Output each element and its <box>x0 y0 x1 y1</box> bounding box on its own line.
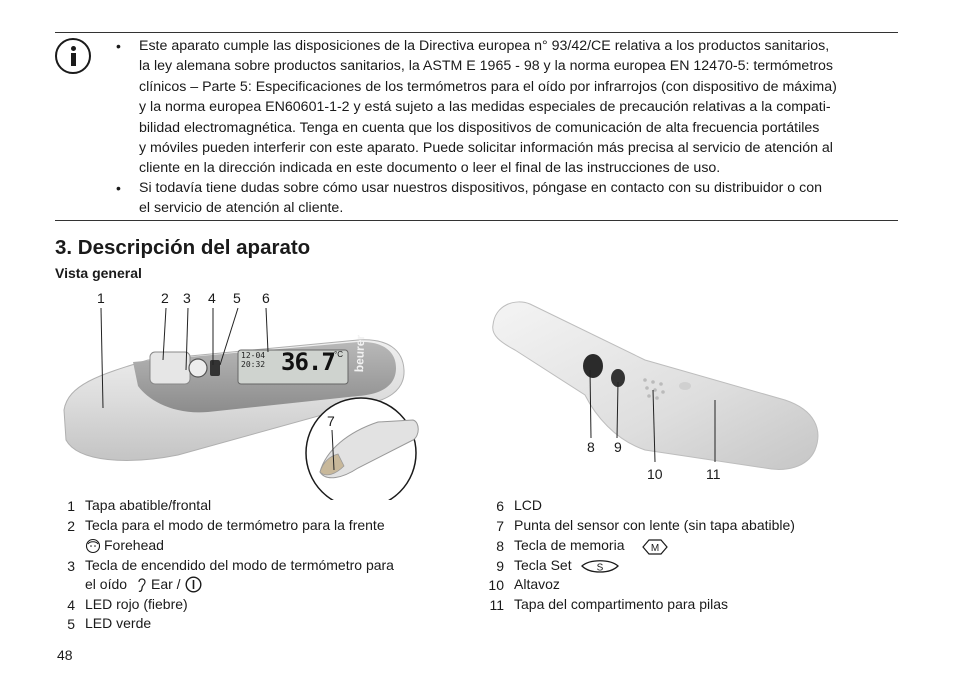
legend-num-2: 2 <box>67 518 75 534</box>
callout-3: 3 <box>183 290 191 306</box>
legend-num-9: 9 <box>496 558 504 574</box>
section-subtitle: Vista general <box>55 265 142 281</box>
section-title: 3. Descripción del aparato <box>55 236 311 259</box>
svg-text:M: M <box>650 543 660 554</box>
callout-9: 9 <box>614 439 622 455</box>
page-number: 48 <box>57 647 73 663</box>
legend-text-11: Tapa del compartimento para pilas <box>514 596 729 612</box>
legend-num-7: 7 <box>496 518 504 534</box>
legend-text-4: LED rojo (fiebre) <box>85 596 188 612</box>
top-rule <box>55 32 898 33</box>
legend-text-8: Tecla de memoria <box>514 537 625 553</box>
memory-key-icon <box>641 538 669 556</box>
legend-text-10: Altavoz <box>514 576 560 592</box>
svg-text:S: S <box>596 562 604 574</box>
notice-paragraph-2: Si todavía tiene dudas sobre cómo usar nuestros dispositivos, póngase en contacto con su distribuidor o con el servicio de atención al cliente. <box>139 180 822 217</box>
ear-icon <box>136 576 148 594</box>
power-icon <box>185 576 202 593</box>
bottom-rule <box>55 220 898 221</box>
legend-text-5: LED verde <box>85 615 152 631</box>
legend-text-3c: Ear / <box>151 576 181 592</box>
legend-num-1: 1 <box>67 498 75 514</box>
forehead-icon <box>85 538 101 554</box>
legend-num-3: 3 <box>67 558 75 574</box>
bullet-marker: • <box>116 38 121 54</box>
legend-text-9: Tecla Set <box>514 557 572 573</box>
legend-num-11: 11 <box>489 597 504 613</box>
lcd-time: 20:32 <box>241 360 266 369</box>
legend-num-10: 10 <box>488 577 504 593</box>
lcd-date: 12-04 <box>241 351 266 360</box>
callout-7: 7 <box>327 413 335 429</box>
bullet-marker: • <box>116 180 121 196</box>
legend-num-4: 4 <box>67 597 75 613</box>
lcd-unit: °C <box>334 350 343 359</box>
legend-text-2: Tecla para el modo de termómetro para la frente <box>85 517 385 533</box>
info-icon <box>55 38 91 74</box>
callout-1: 1 <box>97 290 105 306</box>
brand-logo: beurer <box>352 334 368 373</box>
callout-11: 11 <box>706 466 721 482</box>
legend-text-3b: el oído <box>85 576 128 592</box>
legend-text-2b: Forehead <box>104 537 164 553</box>
legend-text-1: Tapa abatible/frontal <box>85 497 212 513</box>
legend-num-8: 8 <box>496 538 504 554</box>
callout-8: 8 <box>587 439 595 455</box>
legend-num-5: 5 <box>67 616 75 632</box>
legend-text-6: LCD <box>514 497 543 513</box>
thermometer-top-view-illustration <box>58 290 444 500</box>
legend-text-3: Tecla de encendido del modo de termómetro para <box>85 557 394 573</box>
legend-num-6: 6 <box>496 498 504 514</box>
lcd-temperature: 36.7 <box>281 348 335 376</box>
set-key-icon <box>580 558 620 576</box>
callout-6: 6 <box>262 290 270 306</box>
callout-4: 4 <box>208 290 216 306</box>
legend-text-7: Punta del sensor con lente (sin tapa abatible) <box>514 517 795 533</box>
notice-paragraph-1: Este aparato cumple las disposiciones de la Directiva europea n° 93/42/CE relativa a los productos sanitarios, la ley alemana sobre productos sanitarios, la ASTM E 1965 - 98 y la norma europea EN 12470-5: termómetros clínicos – Parte 5: Especificaciones de los termómetros para el oído por infrarrojos (con dispositivo de máxima) y la norma europea EN60601-1-2 y está sujeto a las medidas especiales de precaución relativas a la compati- bilidad electromagnética. Tenga en cuenta que los dispositivos de comunicación de alta frecuencia portátiles y móviles pueden interferir con este aparato. Puede solicitar información más precisa al servicio de atención al cliente en la dirección indicada en este documento o leer el final de las instrucciones de uso. <box>139 38 837 177</box>
callout-2: 2 <box>161 290 169 306</box>
callout-5: 5 <box>233 290 241 306</box>
thermometer-side-view-illustration <box>485 290 825 485</box>
callout-10: 10 <box>647 466 663 482</box>
